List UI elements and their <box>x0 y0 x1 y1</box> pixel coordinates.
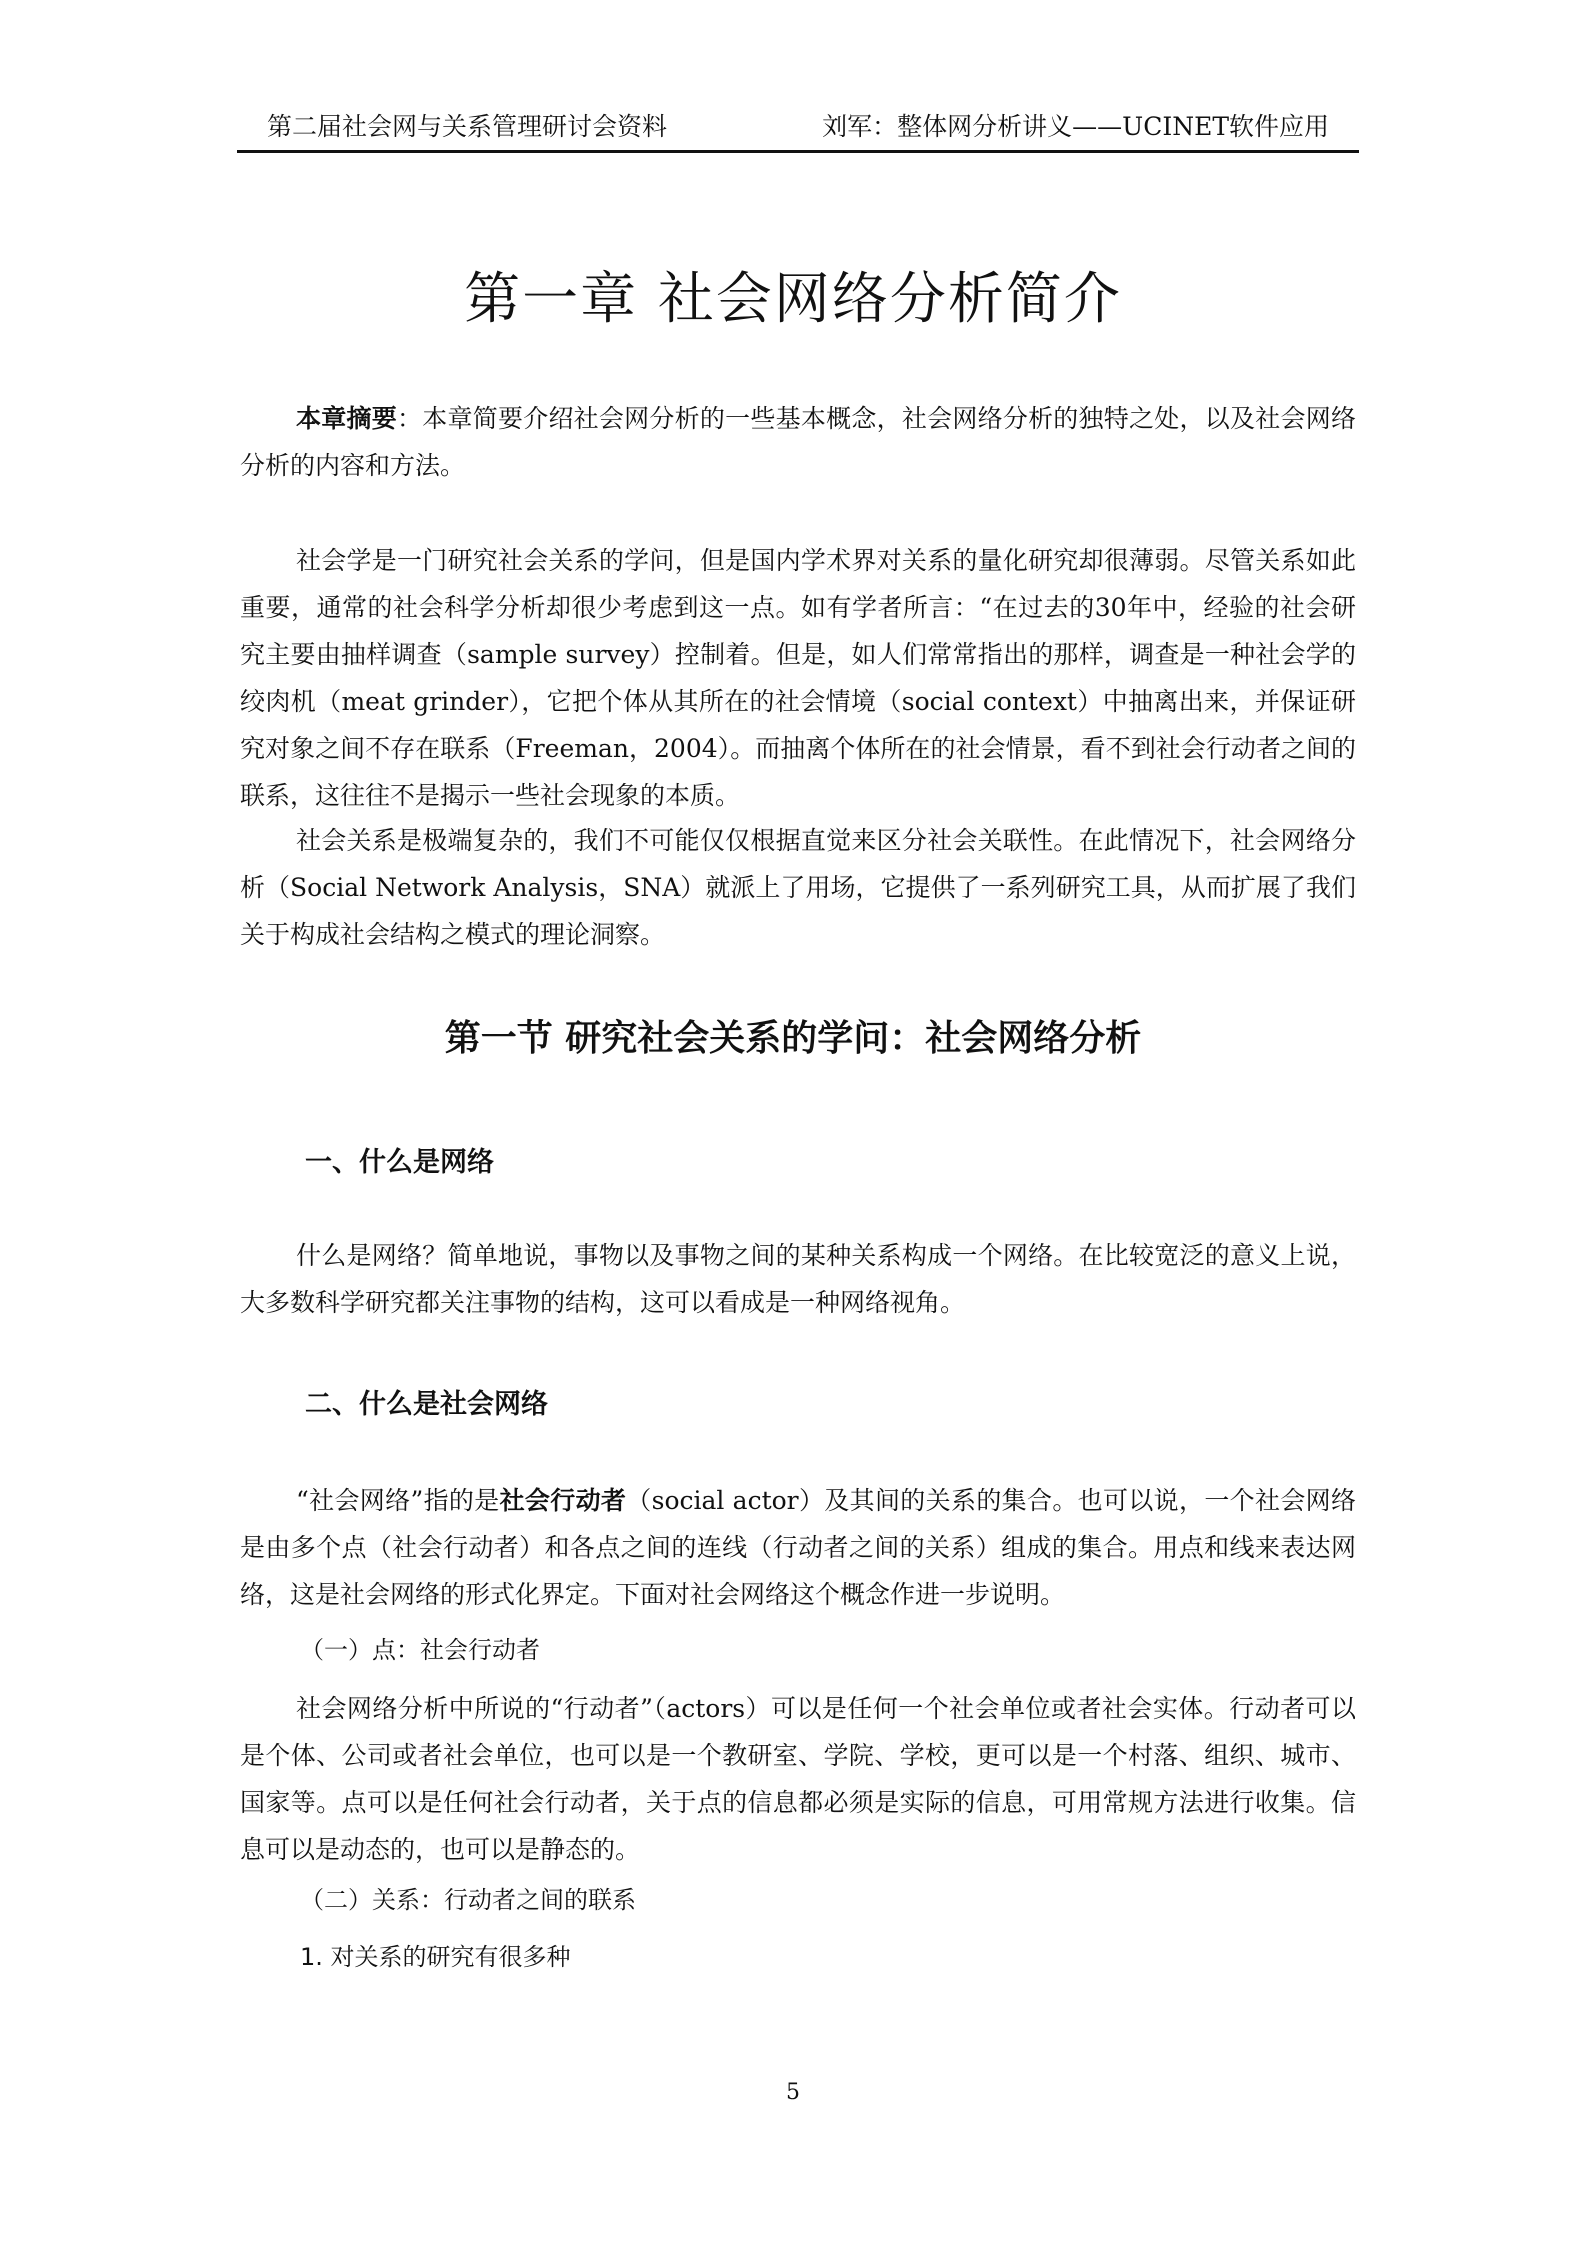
abstract-label: 本章摘要 <box>296 404 397 433</box>
intro-paragraph-1: 社会学是一门研究社会关系的学问，但是国内学术界对关系的量化研究却很薄弱。尽管关系如此重要，通常的社会科学分析却很少考虑到这一点。如有学者所言：“在过去的30年中，经验的社会研究主要由抽样调查（sample survey）控制着。但是，如人们常常指出的那样，调查是一种社会学的绞肉机（meat grinder），它把个体从其所在的社会情境（social context）中抽离出来，并保证研究对象之间不存在联系（Freeman，2004）。而抽离个体所在的社会情景，看不到社会行动者之间的联系，这往往不是揭示一些社会现象的本质。 <box>240 546 1356 810</box>
subsection-1-text: 什么是网络？简单地说，事物以及事物之间的某种关系构成一个网络。在比较宽泛的意义上说，大多数科学研究都关注事物的结构，这可以看成是一种网络视角。 <box>240 1241 1356 1317</box>
section-title: 第一节 研究社会关系的学问：社会网络分析 <box>444 1018 1142 1059</box>
sub2-text-pre: “社会网络”指的是 <box>296 1486 500 1515</box>
header-left: 第二届社会网与关系管理研讨会资料 <box>267 112 668 141</box>
item-1-title: （一）点：社会行动者 <box>300 1636 540 1664</box>
sub2-text-bold: 社会行动者 <box>499 1486 627 1515</box>
page-number: 5 <box>786 2080 800 2105</box>
chapter-abstract <box>240 395 1356 489</box>
chapter-title: 第一章 社会网络分析简介 <box>464 267 1122 332</box>
page-header <box>237 110 1359 144</box>
subsection-2-text <box>240 1477 1356 1618</box>
intro-paragraph-2: 社会关系是极端复杂的，我们不可能仅仅根据直觉来区分社会关联性。在此情况下，社会网络分析（Social Network Analysis，SNA）就派上了用场，它提供了一系列研究工具，从而扩展了我们关于构成社会结构之模式的理论洞察。 <box>240 826 1356 949</box>
subsection-title-1: 一、什么是网络 <box>305 1147 494 1178</box>
header-right: 刘军：整体网分析讲义——UCINET软件应用 <box>822 112 1329 141</box>
abstract-text: ：本章简要介绍社会网分析的一些基本概念，社会网络分析的独特之处，以及社会网络分析的内容和方法。 <box>240 404 1356 480</box>
item-2-point-1: 1. 对关系的研究有很多种 <box>300 1943 571 1971</box>
header-rule <box>237 150 1359 153</box>
item-2-title: （二）关系：行动者之间的联系 <box>300 1886 636 1914</box>
item-1-text: 社会网络分析中所说的“行动者”（actors）可以是任何一个社会单位或者社会实体。行动者可以是个体、公司或者社会单位，也可以是一个教研室、学院、学校，更可以是一个村落、组织、城市、国家等。点可以是任何社会行动者，关于点的信息都必须是实际的信息，可用常规方法进行收集。信息可以是动态的，也可以是静态的。 <box>240 1694 1356 1864</box>
sub2-text-post: （social actor）及其间的关系的集合。也可以说，一个社会网络是由多个点（社会行动者）和各点之间的连线（行动者之间的关系）组成的集合。用点和线来表达网络，这是社会网络的形式化界定。下面对社会网络这个概念作进一步说明。 <box>240 1486 1357 1609</box>
subsection-title-2: 二、什么是社会网络 <box>305 1389 548 1420</box>
